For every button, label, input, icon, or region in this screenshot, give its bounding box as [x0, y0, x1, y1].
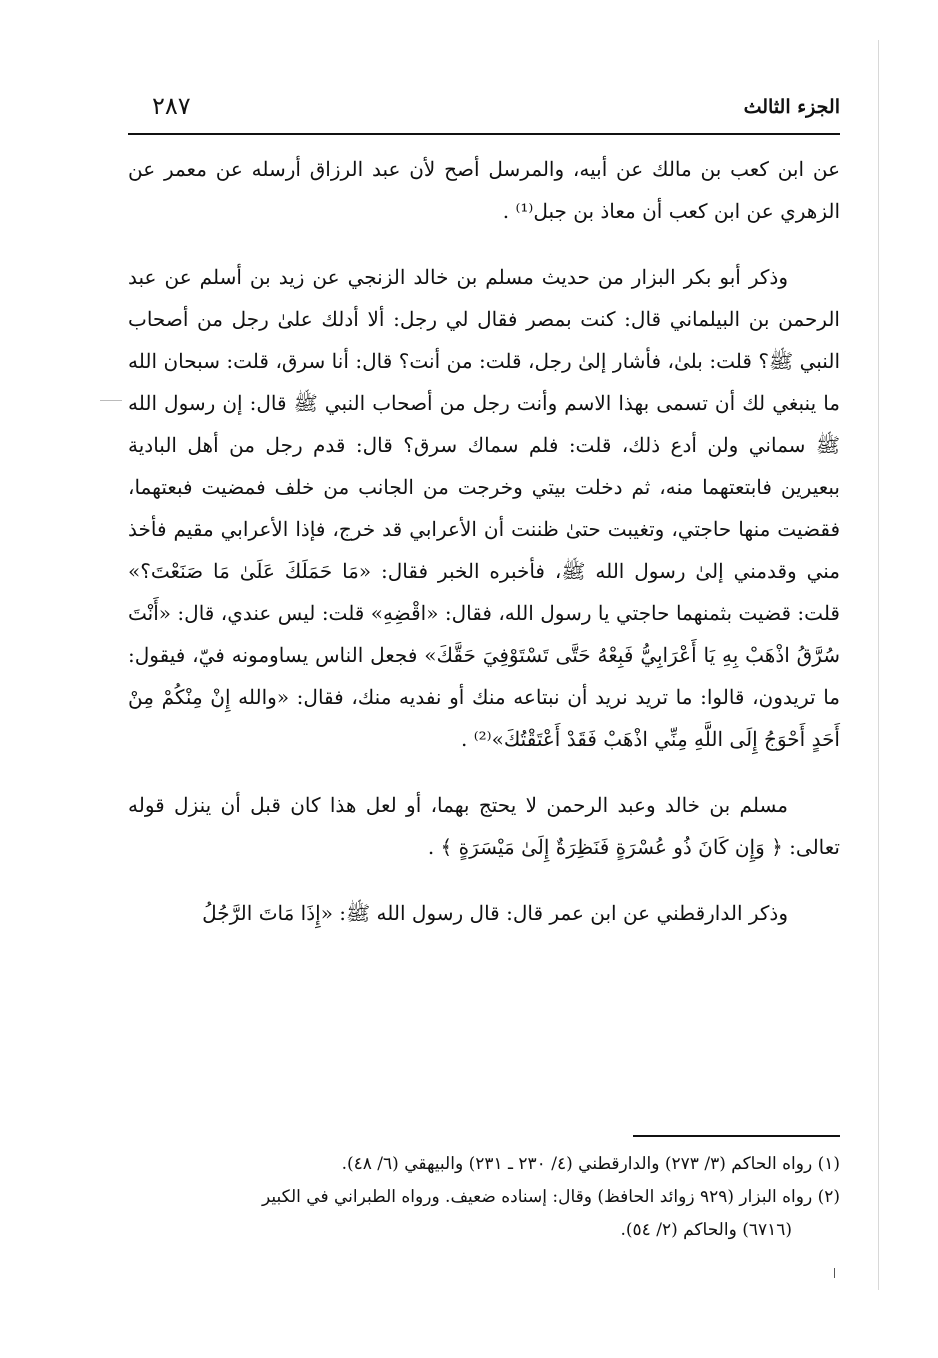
- paragraph: وذكر الدارقطني عن ابن عمر قال: قال رسول الله ﷺ: «إِذَا مَاتَ الرَّجُلُ: [202, 901, 788, 925]
- footnote-2-continuation: (٦٧١٦) والحاكم (٢/ ٥٤).: [620, 1220, 792, 1240]
- header-rule: [128, 133, 840, 135]
- body-text: [128, 148, 840, 934]
- footnote-2: (٢) رواه البزار (٩٢٩ زوائد الحافظ) وقال: إسناده ضعيف. ورواه الطبراني في الكبير: [261, 1187, 840, 1207]
- page-number: ٢٨٧: [152, 92, 191, 120]
- page-edge-line: [878, 40, 879, 1290]
- footnote-rule: [633, 1135, 840, 1137]
- paragraph: عن ابن كعب بن مالك عن أبيه، والمرسل أصح لأن عبد الرزاق أرسله عن معمر عن الزهري عن ابن كعب أن معاذ بن جبل⁽¹⁾ .: [128, 157, 840, 223]
- footnote-1: (١) رواه الحاكم (٣/ ٢٧٣) والدارقطني (٤/ ٢٣٠ ـ ٢٣١) والبيهقي (٦/ ٤٨).: [341, 1154, 840, 1174]
- scan-mark: [834, 1268, 835, 1278]
- paragraph: مسلم بن خالد وعبد الرحمن لا يحتج بهما، أو لعل هذا كان قبل أن ينزل قوله تعالى: ﴿ وَإِن كَانَ ذُو عُسْرَةٍ فَنَظِرَةٌ إِلَىٰ مَيْسَرَةٍ ﴾ .: [128, 793, 840, 859]
- footnotes: [128, 1148, 840, 1247]
- scan-mark: [100, 400, 122, 401]
- paragraph: وذكر أبو بكر البزار من حديث مسلم بن خالد الزنجي عن زيد بن أسلم عن عبد الرحمن بن البيلماني قال: كنت بمصر فقال لي رجل: ألا أدلك علىٰ رجل من أصحاب النبي ﷺ؟ قلت: بلىٰ، فأشار إلىٰ رجل، قلت: من أنت؟ قال: أنا سرق، قلت: سبحان الله ما ينبغي لك أن تسمى بهذا الاسم وأنت رجل من أصحاب النبي ﷺ قال: إن رسول الله ﷺ سماني ولن أدع ذلك، قلت: فلم سماك سرق؟ قال: قدم رجل من أهل البادية ببعيرين فابتعتهما منه، ثم دخلت بيتي وخرجت من الجانب من خلف فمضيت فبعتهما، فقضيت منها حاجتي، وتغيبت حتىٰ ظننت أن الأعرابي قد خرج، فإذا الأعرابي مقيم فأخذ مني وقدمني إلىٰ رسول الله ﷺ، فأخبره الخبر فقال: «مَا حَمَلَكَ عَلَىٰ مَا صَنَعْتَ؟» قلت: قضيت بثمنهما حاجتي يا رسول الله، فقال: «اقْضِهِ» قلت: ليس عندي، قال: «أَنْتَ سُرَّقُ اذْهَبْ بِهِ يَا أَعْرَابِيُّ فَبِعْهُ حَتَّى تَسْتَوْفِيَ حَقَّكَ» فجعل الناس يساومونه فيّ، فيقول: ما تريدون، قالوا: ما تريد نريد أن نبتاعه منك أو نفديه منك، فقال: «والله إِنْ مِنْكُمْ مِنْ أَحَدٍ أَحْوَجُ إِلَى اللَّهِ مِنِّي اذْهَبْ فَقَدْ أَعْتَقْتُكَ»⁽²⁾ .: [128, 265, 840, 751]
- running-head: الجزء الثالث: [743, 96, 840, 118]
- page-header: [128, 92, 840, 132]
